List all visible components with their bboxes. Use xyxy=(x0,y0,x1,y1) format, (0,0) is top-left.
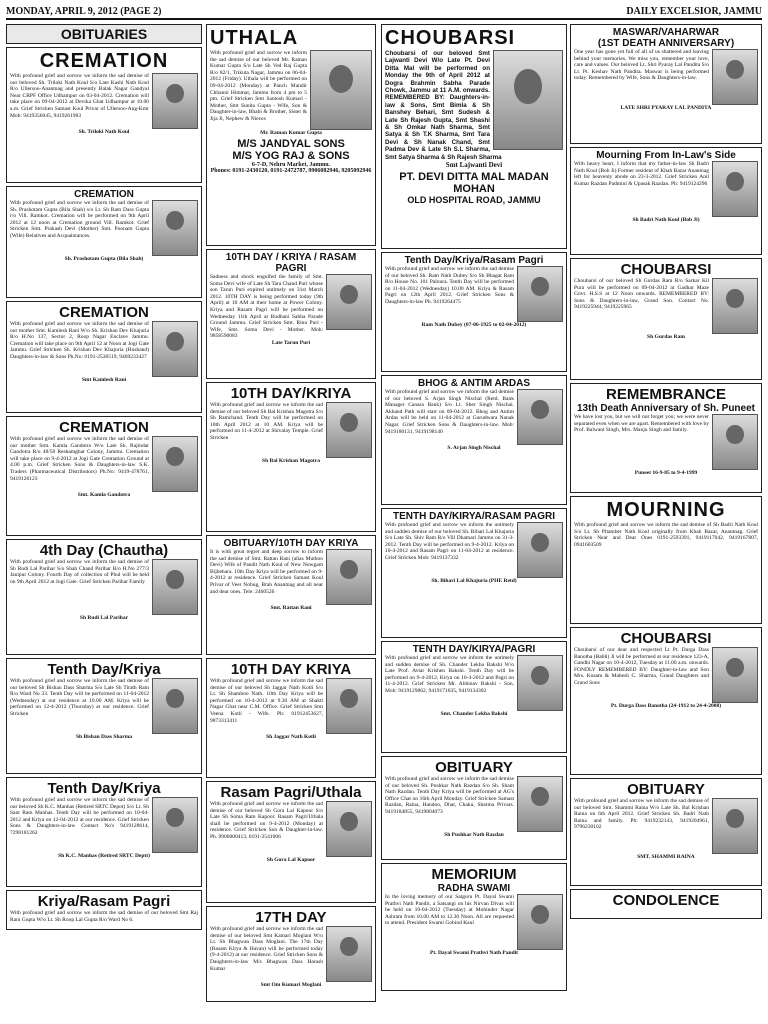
notice-body: With profound grief and sorrow we inform the sad demise of our beloved Sh. Ram Nath Dubey S/o Sh Bhagat Ram R/o House No. 101 Paloura. Tenth Day will be performed on 11-04-2012 (Wednesday) 10.00 AM. Kriya & Rasam Pagri on 12th April 2012. Grief Stricken Sons & Daughters-in-law Ph. 9419264475 xyxy=(385,266,514,305)
obituary-notice xyxy=(570,383,762,493)
portrait-photo xyxy=(517,776,563,832)
notice-heading: REMEMBRANCE xyxy=(606,386,726,403)
obituary-notice xyxy=(206,781,376,903)
photo-caption: Smt Om Kumari Moglani xyxy=(260,982,322,988)
portrait-photo xyxy=(326,801,372,857)
notice-body: Choubarsi of our beloved Smt Lajwanti Devi W/o Late Pt. Devi Ditta Mal will be performed on Monday the 9th of April 2012 at Dogra Brahmin Sabha Parade Chowk, Jammu at 11 A.M. onwards. REMEMBERED BY: Daughters-in-law & Sons, Smt Bimla & Sh Banshey Behari, Smt Sudesh & Late Sh Rajesh Gupta, Smt Shashi & Sh Omkar Nath Sharma, Smt Satya & Sh T.K Sharma, Smt Tara Devi & Sh Nanak Chand, Smt Padma Dev & Late Sh S.L Sharma, Smt Satya Sharma & Sh Rajesh Sharma xyxy=(385,50,502,161)
obituary-notice xyxy=(6,777,202,887)
portrait-photo xyxy=(152,200,198,256)
photo-caption: Mr. Raman Kumar Gupta xyxy=(260,130,322,136)
photo-caption: Sh. Prashotam Gupta (Bila Shah) xyxy=(64,256,144,262)
notice-subheading: 13th Death Anniversary of Sh. Puneet xyxy=(576,403,755,414)
portrait-photo xyxy=(712,414,758,470)
photo-caption: Sh Gurdas Ram xyxy=(647,334,685,340)
notice-body: With profound grief and sorrow we inform the sad demise of our beloved Sh Gora Lal Kapoor S/o Late Sh Soma Ram Kapoor. Rasam Pagri/Uthala shall be performed on 9-4-2012 (Monday) at residence. Grief Stricken Son & Daughter-in-law. Ph. 9906000413, 0191-2541006 xyxy=(210,801,323,840)
notice-heading: TENTH DAY/KIRYA/RASAM PAGRI xyxy=(392,511,556,522)
notice-heading: 17TH DAY xyxy=(255,909,327,926)
notice-body: We have lost you, but we will not forget you; we were never separated even when we are apart. Remembered with love by Prof. Balwant Singh, Mrs. Manju Singh and family. xyxy=(574,414,709,434)
photo-caption: Pt. Durga Dass Banotha (24-1912 to 24-4-2008) xyxy=(610,703,722,709)
notice-body: One year has gone yet full of all of us shattered and leaving behind your memories. We miss you, remember your love, care and values. Our beloved Lt. Shri Pyaray Lal Pandita S/o Lt. Pt. Keshav Nath Pandita. Maswar is being performed today. Remembered by Wife, Sons & Daughters-in-law. xyxy=(574,49,709,82)
firm-phones: Phones: 0191-2430120, 0191-2472787, 9906082946, 9205092946 xyxy=(210,168,372,174)
notice-heading: 4th Day (Chautha) xyxy=(39,542,169,559)
notice-body: With profound grief and sorrow we inform the untimely and sudden demise of Sh. Chander Lekha Bakshi W/o Late Prof. Avtar Krishen Bakshi. Tenth Day will be performed on 9-4-2012, Kirya on 10-4-2012 and Pagri on 11-4-2012. Grief Stricken Mr. Abhinav Bakshi - Son, Mob: 9419129862, 9419171035, 9419134302 xyxy=(385,655,514,694)
photo-caption: Puneet 16-9-85 to 9-4-1999 xyxy=(634,470,698,476)
notice-body: With profound grief and sorrow we inform the sad demise of our mother Smt. Kamlesh Rani W/o Sh. Krishan Dev Khajuria R/o H.No 137, Sector 2, Roop Nagar Enclave Jammu. Cremation will take place on 9th April 12 at Noon at Jogi Gate Jammu. Grief Stricken Sh. Krishan Dev Khajuria (Husband) Daughters-in-law & Sons Ph.No: 0191-2530519, 9469233427 xyxy=(10,321,149,360)
notice-body: With profound grief and sorrow we inform the sad demise of Sh. Prashotam Gupta (Bila Shah) s/o Lt. Sh Ram Dass Gupta r/o Vill. Ramkot. Cremation will be performed on 9th April 2012 at 12 noon at Cremation ground Vill. Ramkot. Grief Stricken Smt. Prakash Devi (Mother) Smt. Poonam Gupta (Wife) Relatives and Acquaintances. xyxy=(10,200,149,239)
notice-heading: 10TH DAY KRIYA xyxy=(230,661,352,678)
obituary-notice xyxy=(206,906,376,1002)
notice-body: With profound grief and sorrow we inform the sad demise of our beloved Sh. Triloki Nath Koul S/o Late Kashi Nath Koul R/o Ullersoo-Anantnag and presently Balak Nagar Gandyal Near CRPF Office Udhampur on 03-04-2012. Cremation will take place on 09-04-2012 at Devika Ghat Udhampur at 10.00 a.m. Grief Stricken Samast Koul Privar of Ullersoo-Ang-Kmr Mob: 9419356045, 9419261983 xyxy=(10,73,149,119)
notice-heading: Mourning From In-Law's Side xyxy=(596,150,736,161)
portrait-photo xyxy=(152,321,198,377)
obituary-notice xyxy=(381,252,567,372)
notice-body: With profound grief and sorrow we inform the sad demise of our beloved Mr. Raman Kumar Gupta S/o Late Sh Ved Raj Gupta R/o 82/1, Trikuta Nagar, Jammu on 06-04-2012 (Friday). Uthala will be performed on 09-04-2012 (Monday) at Panch Mandir Chhanni Himmat, Jammu from 4 pm to 5 pm. Grief Stricken Smt Santosh Kumari - Mother, Smt Sunita Gupta - Wife, Son & Daughter-in-law, Bhabi & Brother, Sister & Jija Ji, Nephew & Nieces xyxy=(210,50,307,122)
obituary-notice xyxy=(6,47,202,183)
notice-heading: Tenth Day/Kriya xyxy=(47,780,161,797)
notice-heading: Rasam Pagri/Uthala xyxy=(220,784,362,801)
notice-heading: CHOUBARSI xyxy=(620,261,712,278)
masthead-paper: DAILY EXCELSIOR, JAMMU xyxy=(626,6,762,17)
notice-heading: OBITUARY xyxy=(435,759,513,776)
obituary-notice xyxy=(570,258,762,380)
obituary-notice xyxy=(6,658,202,774)
portrait-photo xyxy=(326,274,372,330)
notice-heading: MASWAR/VAHARWAR xyxy=(612,27,720,38)
portrait-photo xyxy=(326,549,372,605)
photo-caption: Smt Lajwanti Devi xyxy=(445,161,503,170)
notice-heading: OBITUARY/10TH DAY KRIYA xyxy=(223,538,359,549)
notice-body: With profound grief and sorrow we inform the sad demise of our beloved Sh. Pushkar Nath Razdan S/o Sh. Sham Nath Razdan. Tenth Day Kriya will be performed at AG's Office Chat on 16th April Monday. Grief Stricken Samast Razdan, Raina, Handoo, Dhar, Chaku, Sharma Privars. 9419184855, 9419804073 xyxy=(385,776,514,815)
obituary-notice xyxy=(570,889,762,919)
obituary-notice xyxy=(570,496,762,624)
portrait-photo xyxy=(310,50,372,130)
notice-heading: UTHALA xyxy=(210,27,299,49)
photo-caption: Sh Jaggar Nath Kotli xyxy=(266,734,316,740)
photo-caption: Sh Rudi Lal Parihar xyxy=(79,615,129,621)
portrait-photo xyxy=(712,49,758,105)
obituary-notice xyxy=(381,863,567,991)
notice-heading: CREMATION xyxy=(39,50,169,72)
notice-heading: 10TH DAY / KRIYA / RASAM PAGRI xyxy=(225,252,357,274)
notice-subheading: (1ST DEATH ANNIVERSARY) xyxy=(597,38,735,49)
notice-body: Choubarsi of our dear and respected Lt Pt. Durga Dass Banotha (Babli) Ji will be performed at our residence 123-A, Gandhi Nagar on 10-4-2012, Tuesday at 11.00 a.m. onwards. FONDLY REMEMBERED BY: Daughter-in-law and Son Mrs. Kusam & Mahesh C. Sharma, Grand Daughters and Grand Sons xyxy=(574,647,709,686)
section-title: OBITUARIES xyxy=(6,24,202,44)
notice-body: With profound grief and sorrow we inform the sad demise of our beloved Smt Raj Rani Gupta W/o Lt. Sh Roop Lal Gupta R/o Ward No 6. xyxy=(10,910,198,923)
uthala-notice xyxy=(206,24,376,246)
notice-heading: CREMATION xyxy=(74,189,134,200)
photo-caption: Sh Bishan Dass Sharma xyxy=(75,734,133,740)
notice-subheading: RADHA SWAMI xyxy=(437,883,511,894)
firm-name-2: M/S YOG RAJ & SONS xyxy=(232,150,350,162)
portrait-photo xyxy=(712,647,758,703)
photo-caption: Sh Pushkar Nath Razdan xyxy=(444,832,504,838)
notice-heading: CHOUBARSI xyxy=(620,630,712,647)
notice-body: It is with great regret and deep sorrow to inform the sad demise of Smt. Rattan Rani (alias Muthoo Devi) Wife of Pandit Nath Koul of New Nowgam Bijbehara. 10th Day Kriya will be performed on 9-4-2012 at residence. Grief Stricken Samast Koul Privar of Veer Nobug, Brah Anantnag and all near and dear ones. Tele: 2460526 xyxy=(210,549,323,595)
notice-heading: CREMATION xyxy=(59,419,149,436)
obituary-notice xyxy=(6,890,202,930)
notice-heading: OBITUARY xyxy=(627,781,705,798)
notice-heading: MOURNING xyxy=(606,499,726,521)
notice-body: With profound grief and sorrow we inform the sad demise of our beloved Sh K.C. Manhas (Retired SRTC Depot) S/o Lt. Sh Sant Ram Manhas. Tenth Day will be performed on 10-04-2012 and Kriya on 12-04-2012 at our residence. Grief Stricken Sons & Daughters-in-law Contact No's 9419128614, 7298181262 xyxy=(10,797,149,836)
masthead-date: MONDAY, APRIL 9, 2012 (PAGE 2) xyxy=(6,6,162,17)
portrait-photo xyxy=(152,797,198,853)
obituary-notice xyxy=(381,756,567,860)
notice-body: With profound grief and sorrow we inform the sad demise of our beloved Sh Jaggar Nath Kotli S/o Lt. Sh Shamboo Nath. 10th Day Kriya will be performed on 10-4-2012 at 9.30 AM at Shakti Nagar Ghat near C.M. Office. Grief Stricken Smt Veena Kotli - Wife. Ph: 01912453627, 9873313411 xyxy=(210,678,323,724)
obituary-notice xyxy=(570,627,762,775)
obituary-notice xyxy=(6,301,202,413)
portrait-photo xyxy=(517,894,563,950)
notice-body: In the loving memory of our Satguru Pt. Dayal Swami Prathvi Nath Pandit, a Satsangi on his Nirvan Divas will be held on 10-04-2012 (Tuesday) at Mohinder Nagar Ashram from 10.00 AM to 12.30 Noon. All are requested to attend. President Swami Gobind Kaul xyxy=(385,894,514,927)
obituary-notice xyxy=(570,778,762,886)
firm-name-1: M/S JANDYAL SONS xyxy=(237,138,345,150)
portrait-photo xyxy=(326,402,372,458)
notice-heading: MEMORIUM xyxy=(431,866,517,883)
notice-heading: TENTH DAY/KIRYA/PAGRI xyxy=(412,644,536,655)
portrait-photo xyxy=(712,798,758,854)
obituary-notice xyxy=(6,416,202,536)
notice-heading: Kriya/Rasam Pagri xyxy=(37,893,171,910)
notice-heading: BHOG & ANTIM ARDAS xyxy=(417,378,531,389)
photo-caption: S. Arjan Singh Nischal xyxy=(447,445,501,451)
portrait-photo xyxy=(152,559,198,615)
obituary-notice xyxy=(206,249,376,379)
portrait-photo xyxy=(712,278,758,334)
portrait-photo xyxy=(517,522,563,578)
photo-caption: Sh K.C. Manhas (Retired SRTC Deptt) xyxy=(58,853,150,859)
notice-body: Choubarsi of our beloved Sh Gurdas Ram R/o Sarkar Kil Pura will be performed on 09-04-2012 at Gadhar Maze Govt. H.S.S at 12 Noon onwards. REMEMBERED BY: Sons & Daughters-in-law, Grand Son. Contact No. 9419225944, 9419225965 xyxy=(574,278,709,311)
choubarsi-notice xyxy=(381,24,567,249)
portrait-photo xyxy=(517,266,563,322)
notice-body: With profound grief and sorrow we inform the sad demise of our beloved Smt. Shammi Raina W/o Late Sh. Bal Krishan Raina on 6th April 2012. Grief Stricken Sh. Badri Nath Raina and family. Ph: 9419232143, 9419204961, 9796230102 xyxy=(574,798,709,831)
obituary-notice xyxy=(381,641,567,753)
portrait-photo xyxy=(152,678,198,734)
portrait-photo xyxy=(326,926,372,982)
photo-caption: LATE SHRI PYARAY LAL PANDITA xyxy=(620,105,712,111)
notice-body: Sadness and shock engulfed the family of Smt. Soma Devi wife of Late Sh Tara Chand Puri whose son Tarun Puri expired untimely on 31st March 2012. 10TH DAY is being performed today (9th April) at 10 AM at their home at Power Colony. Kriya and Rasam Pagri will be performed on Wednesday 11th April at Budhani Sabha Parade Ground Jammu. Grief Stricken Smt. Rinu Puri - Wife, Smt. Soma Devi - Mother. Mob: 9858590083 xyxy=(210,274,323,340)
notice-heading: CREMATION xyxy=(59,304,149,321)
notice-heading: Tenth Day/Kriya/Rasam Pagri xyxy=(404,255,544,266)
column-3 xyxy=(381,24,567,1022)
portrait-photo xyxy=(712,161,758,217)
portrait-photo xyxy=(152,436,198,492)
column-1 xyxy=(6,24,202,1022)
photo-caption: Smt. Chander Lekha Bakshi xyxy=(440,711,508,717)
notice-heading: 10TH DAY/KRIYA xyxy=(230,385,352,402)
firm-address: 6-7-D, Nehru Market, Jammu. xyxy=(251,162,331,168)
obituary-notice xyxy=(206,535,376,655)
notice-heading: Tenth Day/Kriya xyxy=(47,661,161,678)
notice-body: With profound grief and sorrow we inform the sad demise of Sh Rudi Lal Parihar S/o Shah Chand Parihar R/o H.No 277/3 Janipur Colony. Fourth Day of collection of Phul will be held on 9th April 2012 at Jogi Gate. Grief Stricken Parihar Family xyxy=(10,559,149,585)
photo-caption: Smt Kamlesh Rani xyxy=(81,377,127,383)
notice-body: With heavy heart, I inform that my father-in-law Sh Badri Nath Koul (Bob Ji) Former resident of Khah Bazar Anantnag left for heavenly abode on 23-3-2012. Grief Stricken Anil Kumar Razdan Padmini & Upasak Razdan. Ph: 9419124296 xyxy=(574,161,709,187)
photo-caption: Sh Badri Nath Koul (Bob Ji) xyxy=(632,217,700,223)
notice-body: With profound grief and sorrow we inform the sad demise of our beloved S. Arjan Singh Nischal (Retd. Bank Manager Canara Bank) S/o Lt. Sher Singh Nischal. Akhand Path will start on 09-04-2012. Bhog and Antim Ardas will be held on 11-04-2012 at Gurudwara Nanak Nagar. Grief Stricken Sons & Daughters-in-law. Mob: 9419180131, 9419198140 xyxy=(385,389,514,435)
notice-heading: CONDOLENCE xyxy=(612,892,720,909)
column-2 xyxy=(206,24,376,1022)
obituary-notice xyxy=(381,508,567,638)
portrait-photo xyxy=(152,73,198,129)
obituary-notice xyxy=(570,147,762,255)
photo-caption: Sh Bal Krishan Magotra xyxy=(262,458,320,464)
obituary-notice xyxy=(570,24,762,144)
portrait-photo xyxy=(517,389,563,445)
photo-caption: Pt. Dayal Swami Prathvi Nath Pandit xyxy=(430,950,518,956)
masthead xyxy=(6,6,762,20)
photo-caption: Sh. Bihari Lal Khajuria (PHE Retd) xyxy=(431,578,517,584)
photo-caption: Late Tarun Puri xyxy=(271,339,311,346)
notice-body: With profound grief and sorrow we inform the sad demise of our beloved Sh Bal Krishan Magotra S/o Sh Ramchand. Tenth Day will be performed on 10th April 2012 at 10 AM. Kriya will be performed on 11-4-2012 at Shivalay Temple. Grief Stricken xyxy=(210,402,323,441)
notice-heading: CHOUBARSI xyxy=(385,27,516,49)
notice-body: With profound grief and sorrow we inform the sad demise of our beloved Sh Bishan Dass Sharma S/o Late Sh Tirath Ram R/o Ward No 33. Tenth Day will be performed on 11-04-2012 (Wednesday) at our residence at 10.00 AM. Kriya will be performed on 12-4-2012 (Thursday) at our residence. Grief Stricken xyxy=(10,678,149,717)
photo-caption: SMT. SHAMMI RAINA xyxy=(637,854,695,860)
notice-body: With profound grief and sorrow we inform the sad demise of Sh Badri Nath Koul S/o Lt. Sh Pitamber Nath Koul originally from Khah Bazar, Anantnag. Grief Stricken Near and Dear Ones 0191-2593391, 9419117042, 9419167807, 0941603509 xyxy=(574,522,758,548)
obituary-notice xyxy=(6,186,202,298)
obituary-notice xyxy=(381,375,567,505)
photo-caption: Sh. Triloki Nath Koul xyxy=(78,129,130,135)
column-4 xyxy=(570,24,762,1022)
obituary-notice xyxy=(6,539,202,655)
obituary-notice xyxy=(206,658,376,778)
firm-address: OLD HOSPITAL ROAD, JAMMU xyxy=(407,195,541,206)
portrait-photo xyxy=(517,655,563,711)
obituary-notice xyxy=(206,382,376,532)
photo-caption: Ram Nath Dubey (07-06-1925 to 02-04-2012) xyxy=(421,322,527,328)
firm-name: PT. DEVI DITTA MAL MADAN MOHAN xyxy=(399,171,549,196)
photo-caption: Smt. Kamla Gandotra xyxy=(77,492,131,498)
notice-body: With profound grief and sorrow we inform the untimely and sudden demise of our beloved Sh. Bihari Lal Khajuria S/o Late Sh. Shiv Ram R/o Vill Dhamari Jammu on 31-3-2012. Tenth Day will be performed on 9-4-2012. Kriya on 10-4-2012 and Rasam Pagri on 11-04-2012 at residence. Grief Stricken Mob: 9419137332 xyxy=(385,522,514,561)
portrait-photo xyxy=(326,678,372,734)
portrait-photo xyxy=(493,50,563,150)
notice-body: With profound grief and sorrow we inform the sad demise of our beloved Smt Kamari Moglani W/o Lt. Sh Bhagwan Dass Moglani. The 17th Day (Rasam Kirya & Havan) will be performed today (9-4-2012) at our residence. Grief Stricken Sons & Daughters-in-law M/s Bhagwan Dass Harash Kumar xyxy=(210,926,323,972)
photo-caption: Sh Gora Lal Kapoor xyxy=(266,857,316,863)
notice-body: With profound grief and sorrow we inform the sad demise of our mother Smt. Kamla Gandotra W/o Late Sh. Rajindar Gandotra R/o 48/50 Reshamghar Colony, Jammu. Cremation will take place on 9-4-2012 at Jogi Gate Cremation Ground at 4.00 p.m. Grief Stricken Sons & Daughters-in-law S.K. Traders (Pharmaceutical Distributors) Ph.No: 9419-478761, 9419126123 xyxy=(10,436,149,482)
photo-caption: Smt. Rattan Rani xyxy=(270,605,312,611)
